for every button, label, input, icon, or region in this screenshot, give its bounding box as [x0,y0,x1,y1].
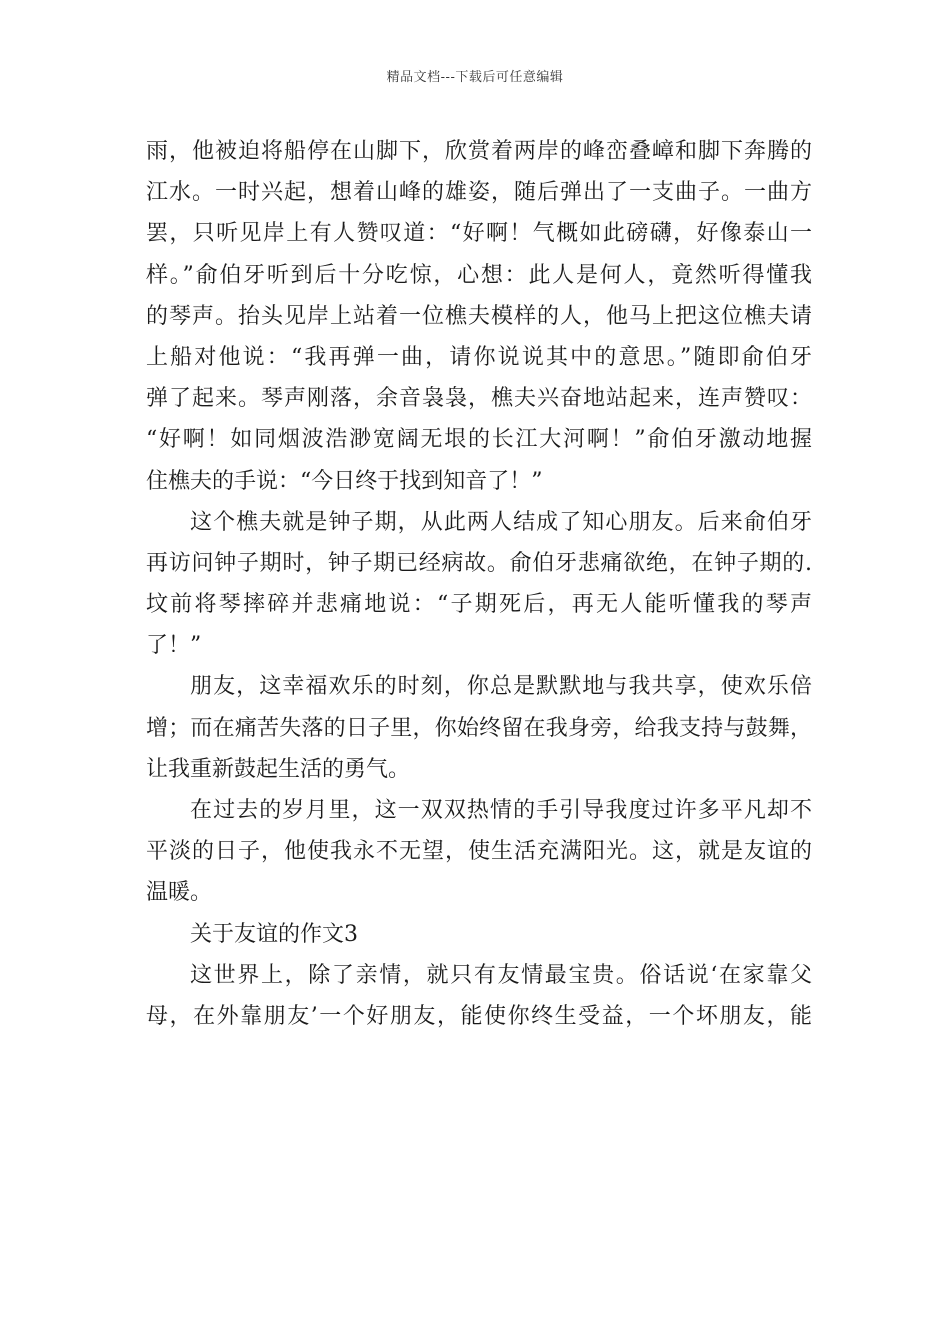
paragraph-start-line: 朋友，这幸福欢乐的时刻，你总是默默地与我共享，使欢乐倍 [190,674,812,700]
article-body [146,131,812,1037]
text-line: 弹了起来。琴声刚落，余音袅袅，樵夫兴奋地站起来，连声赞叹： [146,386,812,412]
text-line: “好啊！如同烟波浩渺宽阔无垠的长江大河啊！”俞伯牙激动地握 [146,427,812,453]
text-line: 住樵夫的手说：“今日终于找到知音了！” [146,468,543,494]
page-header: 精品文档---下载后可任意编辑 [386,70,564,85]
paragraph-start-line: 这个樵夫就是钟子期，从此两人结成了知心朋友。后来俞伯牙 [190,509,812,535]
text-line: 了！” [146,633,202,659]
text-line: 样。”俞伯牙听到后十分吃惊，心想：此人是何人，竟然听得懂我 [146,262,812,288]
text-line: 罢，只听见岸上有人赞叹道：“好啊！气概如此磅礴，好像泰山一 [146,221,812,247]
text-line: 让我重新鼓起生活的勇气。 [146,756,411,782]
text-line: 雨，他被迫将船停在山脚下，欣赏着两岸的峰峦叠嶂和脚下奔腾的 [146,139,812,164]
text-line: 平淡的日子，他使我永不无望，使生活充满阳光。这，就是友谊的 [146,839,812,865]
text-line: 再访问钟子期时，钟子期已经病故。俞伯牙悲痛欲绝，在钟子期的. [146,550,812,576]
text-line: 增；而在痛苦失落的日子里，你始终留在我身旁，给我支持与鼓舞， [146,715,812,741]
text-line: 上船对他说：“我再弹一曲，请你说说其中的意思。”随即俞伯牙 [146,344,812,370]
paragraph-start-line: 在过去的岁月里，这一双双热情的手引导我度过许多平凡却不 [190,798,812,823]
text-line: 温暖。 [146,880,213,906]
text-line: 的琴声。抬头见岸上站着一位樵夫模样的人，他马上把这位樵夫请 [146,303,812,329]
section-heading: 关于友谊的作文3 [190,921,358,947]
text-line: 坟前将琴摔碎并悲痛地说：“子期死后，再无人能听懂我的琴声 [146,592,812,618]
text-line: 母，在外靠朋友’一个好朋友，能使你终生受益，一个坏朋友，能 [146,1003,812,1029]
paragraph-start-line: 这世界上，除了亲情，就只有友情最宝贵。俗话说‘在家靠父 [190,962,812,988]
text-line: 江水。一时兴起，想着山峰的雄姿，随后弹出了一支曲子。一曲方 [146,180,812,206]
